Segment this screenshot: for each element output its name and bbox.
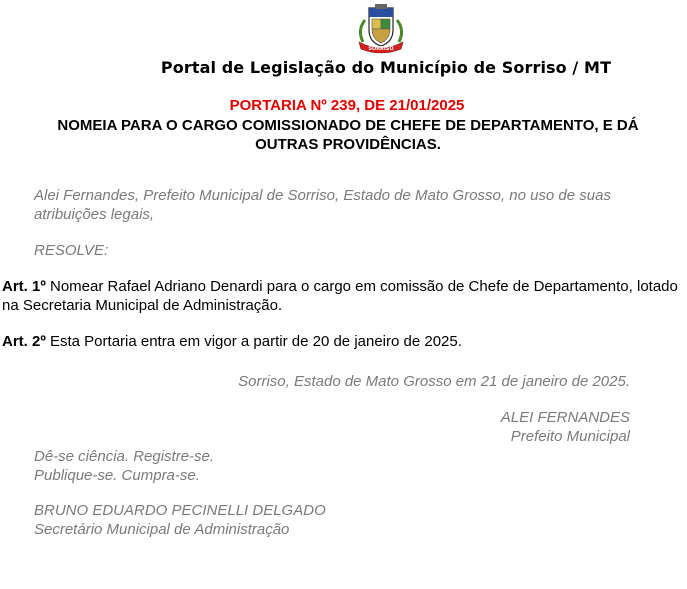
document-number: PORTARIA Nº 239, DE 21/01/2025 <box>229 97 465 114</box>
article-1 <box>2 277 686 315</box>
preamble: Alei Fernandes, Prefeito Municipal de Sorriso, Estado de Mato Grosso, no uso de suas atribuições legais, <box>34 187 611 223</box>
article-2 <box>2 332 686 351</box>
article-2-text: Esta Portaria entra em vigor a partir de 20 de janeiro de 2025. <box>45 333 462 350</box>
document-ementa: NOMEIA PARA O CARGO COMISSIONADO DE CHEFE DE DEPARTAMENTO, E DÁ OUTRAS PROVIDÊNCIAS. <box>57 117 639 153</box>
publication-clause <box>34 447 214 485</box>
article-2-label: Art. 2º <box>2 333 46 350</box>
signer-name: ALEI FERNANDES <box>500 409 630 426</box>
resolve-heading: RESOLVE: <box>34 242 109 259</box>
publication-line-2: Publique-se. Cumpra-se. <box>34 467 200 484</box>
article-1-label: Art. 1º <box>2 278 46 295</box>
publication-line-1: Dê-se ciência. Registre-se. <box>34 448 215 465</box>
municipal-crest-logo <box>351 2 411 54</box>
portal-title: Portal de Legislação do Município de Sorriso / MT <box>160 58 612 77</box>
place-date: Sorriso, Estado de Mato Grosso em 21 de janeiro de 2025. <box>238 373 630 390</box>
secretary-name: BRUNO EDUARDO PECINELLI DELGADO <box>34 502 326 519</box>
secretary-block <box>34 501 326 539</box>
secretary-role: Secretário Municipal de Administração <box>34 521 290 538</box>
signature-block <box>501 408 630 446</box>
article-1-text: Nomear Rafael Adriano Denardi para o cargo em comissão de Chefe de Departamento, lotado na Secretaria Municipal de Administração. <box>2 278 678 314</box>
crest-banner-text: SORRISO <box>368 46 394 52</box>
signer-role: Prefeito Municipal <box>510 428 630 445</box>
